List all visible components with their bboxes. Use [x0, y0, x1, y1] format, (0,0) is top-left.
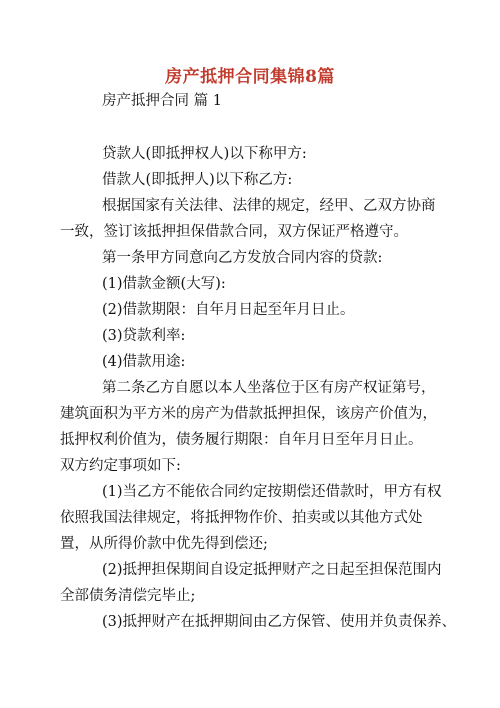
text-line: 第一条甲方同意向乙方发放合同内容的贷款: [102, 250, 383, 266]
text-line: (2)借款期限：自年月日起至年月日止。 [102, 302, 355, 318]
text-line: 第二条乙方自愿以本人坐落位于区有房产权证第号， [102, 380, 436, 396]
text-line: 建筑面积为平方米的房产为借款抵押担保，该房产价值为， [60, 406, 437, 422]
document-title: 房产抵押合同集锦8篇 [165, 67, 335, 87]
text-line: 根据国家有关法律、法律的规定，经甲、乙双方协商 [102, 198, 436, 214]
section-heading: 房产抵押合同 篇 1 [102, 93, 222, 109]
text-line: 贷款人(即抵押权人)以下称甲方: [102, 146, 307, 162]
text-line: (1)当乙方不能依合同约定按期偿还借款时，甲方有权 [102, 484, 442, 500]
text-line: (3)抵押财产在抵押期间由乙方保管、使用并负责保养、 [102, 614, 457, 630]
text-line: (4)借款用途: [102, 354, 186, 370]
text-line: 一致，签订该抵押担保借款合同，双方保证严格遵守。 [60, 224, 408, 240]
text-line: (1)借款金额(大写): [102, 276, 226, 292]
text-line: 全部债务清偿完毕止; [60, 588, 196, 604]
text-line: (2)抵押担保期间自设定抵押财产之日起至担保范围内 [102, 562, 442, 578]
text-line: 借款人(即抵押人)以下称乙方: [102, 172, 293, 188]
text-line: 抵押权利价值为，债务履行期限：自年月日至年月日止。 [60, 432, 423, 448]
text-line: 依照我国法律规定，将抵押物作价、拍卖或以其他方式处 [60, 510, 423, 526]
text-line: (3)贷款利率: [102, 328, 186, 344]
text-line: 双方约定事项如下: [60, 458, 181, 474]
text-line: 置，从所得价款中优先得到偿还; [60, 536, 268, 552]
